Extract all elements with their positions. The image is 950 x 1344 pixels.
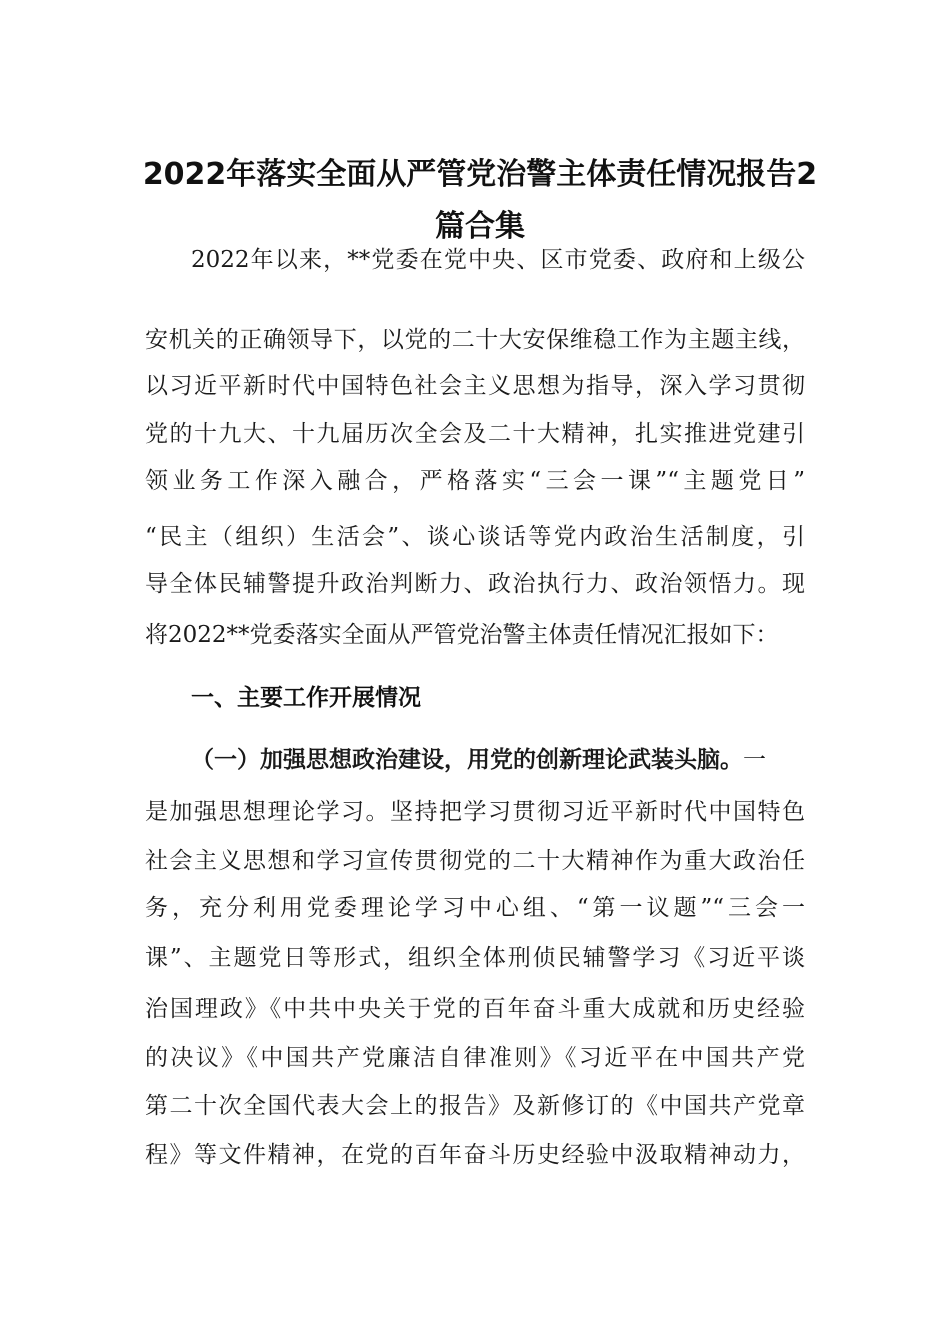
subsection-heading: （一）加强思想政治建设，用党的创新理论武装头脑。 (191, 747, 743, 773)
paragraph-line: 党的十九大、十九届历次全会及二十大精神，扎实推进党建引 (145, 421, 805, 447)
paragraph-line: 课”、主题党日等形式，组织全体刑侦民辅警学习《习近平谈 (145, 945, 805, 971)
paragraph-line: 第二十次全国代表大会上的报告》及新修订的《中国共产党章 (145, 1093, 805, 1119)
section-heading: 一、主要工作开展情况 (191, 685, 421, 711)
paragraph-line: 社会主义思想和学习宣传贯彻党的二十大精神作为重大政治任 (145, 848, 805, 874)
paragraph-line: 导全体民辅警提升政治判断力、政治执行力、政治领悟力。现 (145, 571, 805, 597)
subsection-lead-tail: 一 (743, 747, 766, 773)
paragraph-line: 务，充分利用党委理论学习中心组、“第一议题”“三会一 (145, 895, 805, 921)
paragraph-line: 的决议》《中国共产党廉洁自律准则》《习近平在中国共产党 (145, 1045, 805, 1071)
paragraph-line: 以习近平新时代中国特色社会主义思想为指导，深入学习贯彻 (145, 373, 805, 399)
paragraph-line: 是加强思想理论学习。坚持把学习贯彻习近平新时代中国特色 (145, 799, 805, 825)
paragraph-line: 2022年以来，**党委在党中央、区市党委、政府和上级公 (191, 247, 805, 273)
document-title-line-1: 2022年落实全面从严管党治警主体责任情况报告2 (142, 157, 818, 192)
paragraph-line: “民主（组织）生活会”、谈心谈话等党内政治生活制度，引 (145, 524, 805, 550)
paragraph-line: 程》等文件精神，在党的百年奋斗历史经验中汲取精神动力， (145, 1142, 805, 1168)
paragraph-line: 治国理政》《中共中央关于党的百年奋斗重大成就和历史经验 (145, 996, 805, 1022)
paragraph-line: 领业务工作深入融合，严格落实“三会一课”“主题党日” (145, 468, 805, 494)
document-title-line-2: 篇合集 (435, 209, 525, 244)
paragraph-line: 将2022**党委落实全面从严管党治警主体责任情况汇报如下： (145, 622, 779, 648)
paragraph-line: 安机关的正确领导下，以党的二十大安保维稳工作为主题主线， (145, 327, 805, 353)
subsection-lead-line (191, 745, 805, 775)
